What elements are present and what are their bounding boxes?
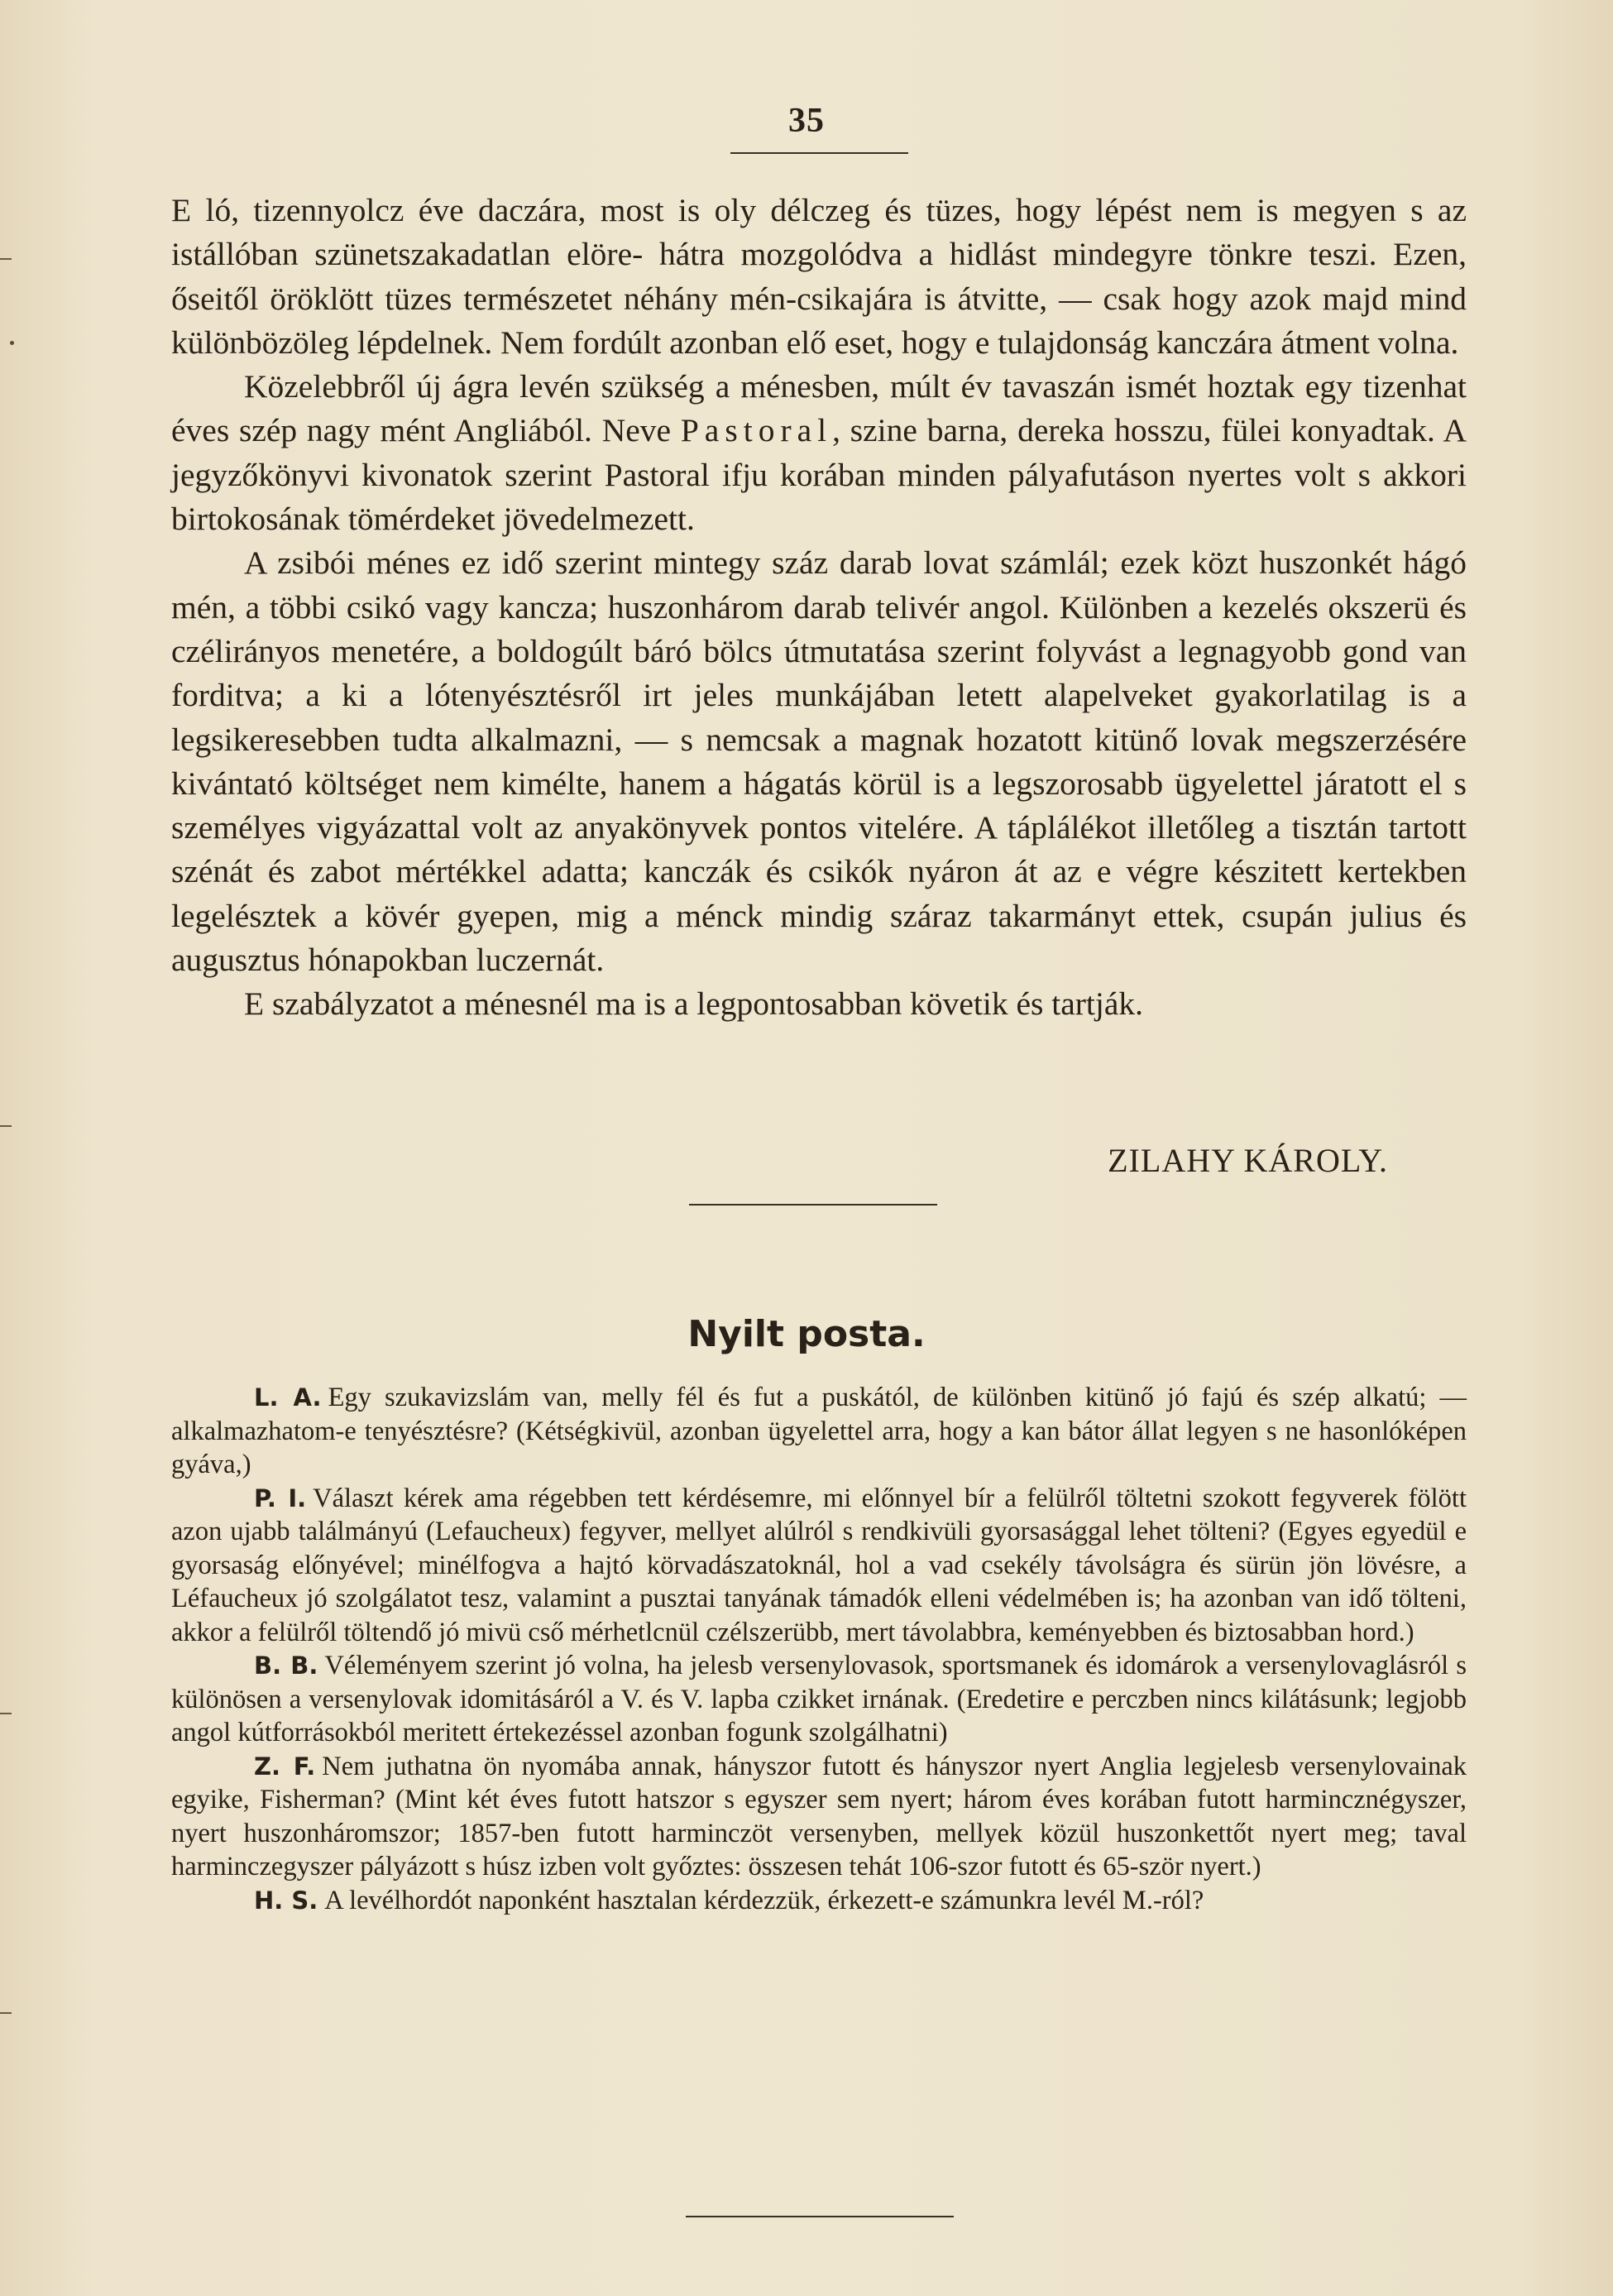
letter-initials: Z. F.: [254, 1752, 316, 1781]
margin-mark: [0, 1713, 12, 1714]
letter-text: Egy szukavizslám van, melly fél és fut a puskától, de különben kitünő jó fajú és szép alkatú; — alkalmazhatom-e tenyésztésre? (Kétségkivül, azonban ügyelettel arra, hogy a kan bátor állat legyen s ne hasonlóképen gyáva,): [171, 1383, 1467, 1479]
letter-item: [171, 1884, 1467, 1918]
letter-initials: H. S.: [254, 1886, 318, 1915]
article-paragraph: [171, 365, 1467, 541]
article-body: [171, 189, 1467, 1027]
footer-rule: [686, 2216, 954, 2217]
paragraph-text: , szine barna, dereka hosszu, fülei konyadtak. A jegyzőkönyvi kivonatok szerint Pastoral ifju korában minden pályafutáson nyertes volt s akkori birtokosának tömérdeket jövedelmezett.: [171, 412, 1467, 538]
letter-text: Választ kérek ama régebben tett kérdésemre, mi előnnyel bír a felülről töltetni szokott fegyverek fölött azon ujabb találmányú (Lefaucheux) fegyver, mellyet alúlról s rendkivüli gyorsasággal lehet tölteni? (Egyes egyedül e gyorsaság előnyével; minélfogva a hajtó körvadászatoknál, hol a vad csekély távolságra és sürün jön lövésre, a Léfaucheux jó szolgálatot tesz, valamint a pusztai tanyának támadók elleni védelmében is; ha azonban van idő tölteni, akkor a felülről töltendő jó mivü cső mérhetlcnül czélszerübb, mert távolabbra, keményebben és biztosabban hord.): [171, 1483, 1467, 1647]
margin-dot: [10, 341, 14, 345]
paragraph-text: Közelebbről új ágra levén szükség a ménesben, múlt év tavaszán ismét hoztak egy tizenhat éves szép nagy mént Angliából. Neve: [171, 368, 1467, 449]
letter-initials: P. I.: [254, 1484, 307, 1512]
letter-text: Nem juthatna ön nyomába annak, hányszor futott és hányszor nyert Anglia legjelesb versenylovainak egyike, Fisherman? (Mint két éves futott hatszor s egyszer sem nyert; három éves korában futott harmincznégyszer, nyert huszonháromszor; 1857-ben futott harminczöt versenyben, mellyek közül huszonkettőt nyert meg; taval harminczegyszer pályázott s húsz izben volt győztes: összesen tehát 106-szor futott és 65-ször nyert.): [171, 1751, 1467, 1881]
letter-text: Véleményem szerint jó volna, ha jelesb versenylovasok, sportsmanek és idomárok a versenylovaglásról s különösen a versenylovak idomitásáról a V. és V. lapba czikket irnának. (Eredetire e perczben nincs kilátásunk; legjobb angol kútforrásokból meritett értekezéssel azonban fogunk szolgálhatni): [171, 1651, 1467, 1747]
author-signature: ZILAHY KÁROLY.: [1108, 1142, 1388, 1179]
letter-item: [171, 1750, 1467, 1884]
section-divider: [689, 1204, 937, 1206]
article-paragraph: A zsibói ménes ez idő szerint mintegy száz darab lovat számlál; ezek közt huszonkét hágó mén, a többi csikó vagy kancza; huszonhárom darab telivér angol. Különben a kezelés okszerü és czélirányos menetére, a boldogúlt báró bölcs útmutatása szerint folyvást a legnagyobb gond van forditva; a ki a lótenyésztésről irt jeles munkájában letett alapelveket gyakorlatilag is a legsikeresebben tudta alkalmazni, — s nemcsak a magnak hozatott kitünő lovak megszerzésére kivántató költséget nem kimélte, hanem a hágatás körül is a legszorosabb ügyelettel járatott el s személyes vigyázattal volt az anyakönyvek pontos vitelére. A táplálékot illetőleg a tisztán tartott szénát és zabot mértékkel adatta; kanczák és csikók nyáron át az e végre készitett kertekben legelésztek a kövér gyepen, mig a ménck mindig száraz takarmányt ettek, csupán julius és augusztus hónapokban luczernát.: [171, 544, 1467, 979]
header-rule: [730, 152, 908, 154]
margin-mark: [0, 258, 12, 260]
letters-list: [171, 1381, 1467, 1917]
letter-item: [171, 1482, 1467, 1650]
margin-mark: [0, 1125, 12, 1127]
margin-mark: [0, 2012, 12, 2014]
horse-name: Pastoral: [680, 412, 833, 449]
letter-text: A levélhordót naponként hasztalan kérdezzük, érkezett-e számunkra levél M.-ról?: [324, 1885, 1204, 1915]
letter-initials: L. A.: [254, 1383, 322, 1412]
page-number: 35: [788, 102, 825, 140]
article-paragraph: E ló, tizennyolcz éve daczára, most is oly délczeg és tüzes, hogy lépést nem is megyen s az istállóban szünetszakadatlan elöre- hátra mozgolódva a hidlást mindegyre tönkre teszi. Ezen, őseitől öröklött tüzes természetet néhány mén-csikajára is átvitte, — csak hogy azok majd mind különbözöleg lépdelnek. Nem fordúlt azonban elő eset, hogy e tulajdonság kanczára átment volna.: [171, 192, 1467, 361]
letter-item: [171, 1649, 1467, 1750]
letter-initials: B. B.: [254, 1651, 318, 1680]
section-title: Nyilt posta.: [687, 1313, 926, 1355]
article-paragraph: E szabályzatot a ménesnél ma is a legpontosabban követik és tartják.: [244, 985, 1143, 1023]
letter-item: [171, 1381, 1467, 1482]
